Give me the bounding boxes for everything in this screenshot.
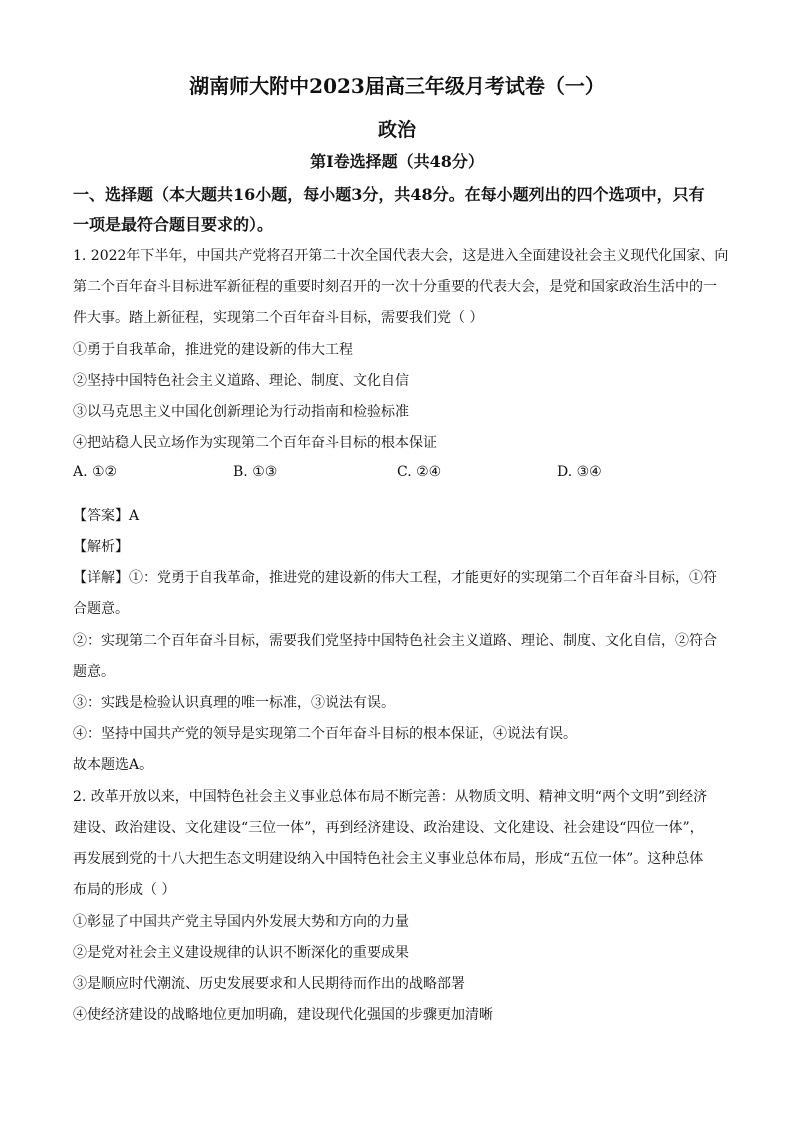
section-heading-line1: 一、选择题（本大题共16小题，每小题3分，共48分。在每小题列出的四个选项中，只有 bbox=[73, 185, 705, 204]
q2-statement-2: ②是党对社会主义建设规律的认识不断深化的重要成果 bbox=[73, 945, 409, 961]
q1-stem-line1: 1. 2022年下半年，中国共产党将召开第二十次全国代表大会，这是进入全面建设社会主义现代化国家、向 bbox=[73, 248, 729, 264]
q1-option-a: A. ①② bbox=[73, 464, 118, 480]
q1-option-b: B. ①③ bbox=[233, 464, 278, 480]
q1-detail-line5: ③：实践是检验认识真理的唯一标准，③说法有误。 bbox=[73, 695, 395, 711]
exam-title: 湖南师大附中2023届高三年级月考试卷（一） bbox=[189, 74, 605, 98]
q1-answer: 【答案】A bbox=[73, 508, 140, 524]
q1-detail-line7: 故本题选A。 bbox=[73, 757, 154, 773]
q2-stem-line2: 建设、政治建设、文化建设“三位一体”，再到经济建设、政治建设、文化建设、社会建设“四位一体”， bbox=[73, 820, 704, 836]
q1-stem-line2: 第二个百年奋斗目标进军新征程的重要时刻召开的一次十分重要的代表大会，是党和国家政治生活中的一 bbox=[73, 279, 717, 295]
section-heading-line2: 一项是最符合题目要求的）。 bbox=[73, 215, 274, 234]
q2-stem-line4: 布局的形成（ ） bbox=[73, 882, 176, 898]
q2-statement-3: ③是顺应时代潮流、历史发展要求和人民期待而作出的战略部署 bbox=[73, 976, 465, 992]
q1-option-c: C. ②④ bbox=[397, 464, 442, 480]
q2-stem-line3: 再发展到党的十八大把生态文明建设纳入中国特色社会主义事业总体布局，形成“五位一体”。这种总体 bbox=[73, 851, 704, 867]
q1-detail-line4: 题意。 bbox=[73, 664, 115, 680]
subject-title: 政治 bbox=[377, 119, 416, 141]
q2-stem-line1: 2. 改革开放以来，中国特色社会主义事业总体布局不断完善：从物质文明、精神文明“两个文明”到经济 bbox=[73, 789, 708, 805]
q1-detail-line3: ②：实现第二个百年奋斗目标，需要我们党坚持中国特色社会主义道路、理论、制度、文化自信，②符合 bbox=[73, 633, 717, 649]
q2-statement-4: ④使经济建设的战略地位更加明确，建设现代化强国的步骤更加清晰 bbox=[73, 1007, 493, 1023]
q1-statement-2: ②坚持中国特色社会主义道路、理论、制度、文化自信 bbox=[73, 373, 409, 389]
q1-statement-1: ①勇于自我革命，推进党的建设新的伟大工程 bbox=[73, 342, 353, 358]
q1-analysis-label: 【解析】 bbox=[73, 539, 129, 555]
q1-detail-line2: 合题意。 bbox=[73, 601, 129, 617]
q2-statement-1: ①彰显了中国共产党主导国内外发展大势和方向的力量 bbox=[73, 914, 409, 930]
q1-statement-4: ④把站稳人民立场作为实现第二个百年奋斗目标的根本保证 bbox=[73, 435, 437, 451]
q1-option-d: D. ③④ bbox=[557, 464, 602, 480]
q1-detail-line1: 【详解】①：党勇于自我革命，推进党的建设新的伟大工程，才能更好的实现第二个百年奋斗目标，①符 bbox=[73, 570, 717, 586]
q1-detail-line6: ④：坚持中国共产党的领导是实现第二个百年奋斗目标的根本保证，④说法有误。 bbox=[73, 726, 577, 742]
part-title: 第Ⅰ卷选择题（共48分） bbox=[310, 152, 484, 171]
q1-statement-3: ③以马克思主义中国化创新理论为行动指南和检验标准 bbox=[73, 404, 409, 420]
q1-stem-line3: 件大事。踏上新征程，实现第二个百年奋斗目标，需要我们党（ ） bbox=[73, 310, 484, 326]
